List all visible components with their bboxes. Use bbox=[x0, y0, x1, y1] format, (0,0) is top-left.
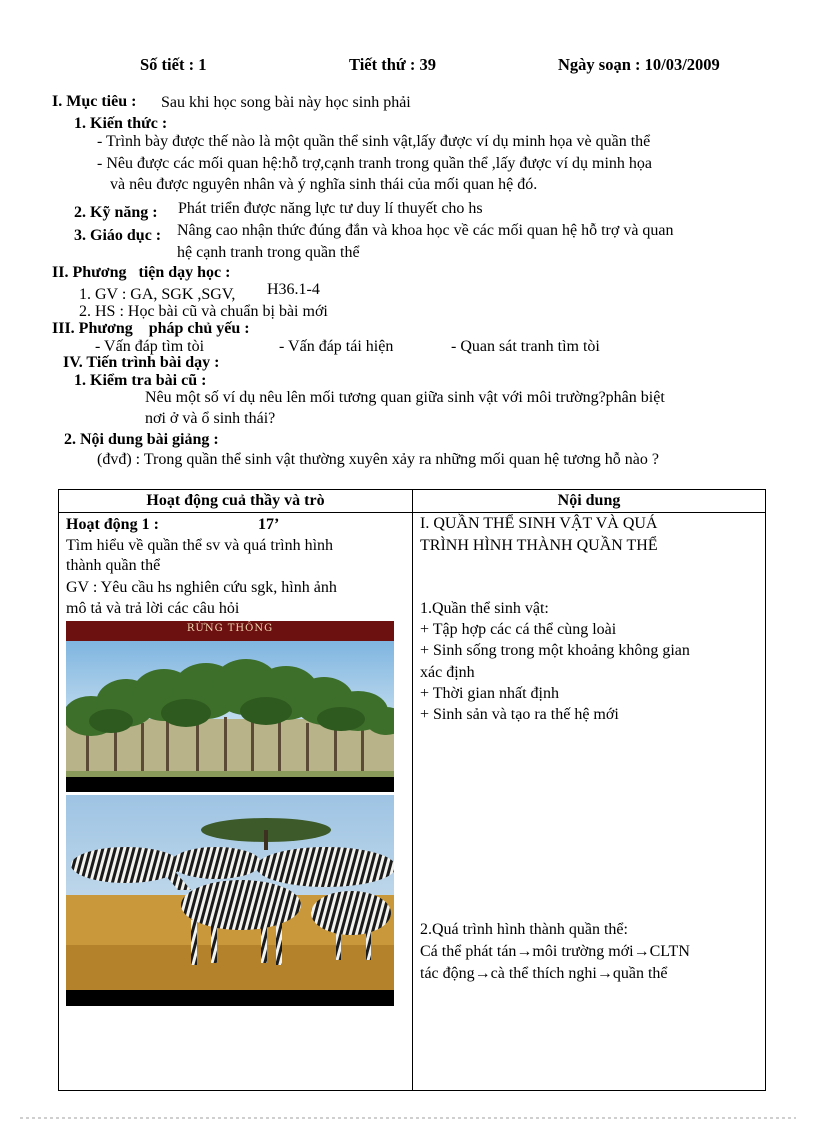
page-bottom-rule bbox=[20, 1117, 796, 1119]
pine-forest-image bbox=[66, 621, 394, 792]
ky-nang-text: Phát triển được năng lực tư duy lí thuyết cho hs bbox=[178, 200, 483, 217]
process-step-4: tác động bbox=[420, 965, 475, 982]
process-line1 bbox=[420, 943, 690, 961]
lesson-table bbox=[58, 489, 766, 1091]
noi-dung-title: 2. Nội dung bài giảng : bbox=[64, 431, 219, 448]
so-tiet: Số tiết : 1 bbox=[140, 55, 207, 74]
hd1-title: Hoạt động 1 : bbox=[66, 516, 159, 533]
hd1-line4: mô tả và trả lời các câu hỏi bbox=[66, 600, 240, 617]
bullet-2-cont: xác định bbox=[420, 664, 475, 681]
hd1-line1: Tìm hiểu về quần thể sv và quá trình hình bbox=[66, 537, 334, 554]
process-line2 bbox=[420, 965, 668, 983]
arrow-icon: → bbox=[596, 965, 613, 982]
subsection-2-title: 2.Quá trình hình thành quần thể: bbox=[420, 921, 628, 938]
phuong-phap-item1: - Vấn đáp tìm tòi bbox=[95, 338, 205, 355]
kiem-tra-title: 1. Kiểm tra bài cũ : bbox=[74, 372, 207, 389]
ky-nang-title: 2. Kỹ năng : bbox=[74, 204, 158, 221]
pine-forest-caption: RỪNG THÔNG bbox=[186, 623, 274, 634]
content-title-line1: I. QUẦN THỂ SINH VẬT VÀ QUÁ bbox=[420, 515, 658, 532]
content-title-line2: TRÌNH HÌNH THÀNH QUẦN THỂ bbox=[420, 537, 658, 554]
kiem-tra-line1: Nêu một số ví dụ nêu lên mối tương quan giữa sinh vật với môi trường?phân biệt bbox=[145, 389, 665, 406]
process-step-3: CLTN bbox=[649, 943, 690, 960]
phuong-tien-title: II. Phương tiện dạy học : bbox=[52, 264, 231, 281]
process-step-5: cà thể thích nghi bbox=[490, 965, 597, 982]
hd1-line2: thành quần thể bbox=[66, 557, 161, 574]
tien-trinh-title: IV. Tiến trình bài dạy : bbox=[63, 354, 220, 371]
process-step-2: môi trường mới bbox=[532, 943, 634, 960]
bullet-3: + Thời gian nhất định bbox=[420, 685, 559, 702]
kien-thuc-line3: và nêu được nguyên nhân và ý nghĩa sinh thái của mối quan hệ đó. bbox=[110, 176, 538, 193]
kien-thuc-line1: - Trình bày được thế nào là một quần thể sinh vật,lấy được ví dụ minh họa vè quần thể bbox=[97, 133, 651, 150]
arrow-icon: → bbox=[516, 943, 533, 960]
arrow-icon: → bbox=[474, 965, 491, 982]
kien-thuc-line2: - Nêu được các mối quan hệ:hỗ trợ,cạnh tranh trong quần thể ,lấy được ví dụ minh họa bbox=[97, 155, 653, 172]
hd1-time: 17’ bbox=[258, 516, 280, 533]
hd1-line3: GV : Yêu cầu hs nghiên cứu sgk, hình ảnh bbox=[66, 579, 337, 596]
bullet-4: + Sinh sản và tạo ra thế hệ mới bbox=[420, 706, 619, 723]
phuong-phap-item3: - Quan sát tranh tìm tòi bbox=[451, 338, 600, 355]
kiem-tra-line2: nơi ở và ổ sinh thái? bbox=[145, 410, 276, 427]
bullet-1: + Tập hợp các cá thể cùng loài bbox=[420, 621, 617, 638]
phuong-tien-hs: 2. HS : Học bài cũ và chuẩn bị bài mới bbox=[79, 303, 328, 320]
muc-tieu-intro: Sau khi học song bài này học sinh phải bbox=[161, 94, 411, 111]
giao-duc-line1: Nâng cao nhận thức đúng đắn và khoa học về các mối quan hệ hỗ trợ và quan bbox=[177, 222, 674, 239]
phuong-phap-item2: - Vấn đáp tái hiện bbox=[279, 338, 394, 355]
muc-tieu-title: I. Mục tiêu : bbox=[52, 93, 137, 110]
kien-thuc-title: 1. Kiến thức : bbox=[74, 115, 168, 132]
column-divider bbox=[412, 490, 413, 1090]
bullet-2: + Sinh sống trong một khoảng không gian bbox=[420, 642, 690, 659]
phuong-tien-gv: 1. GV : GA, SGK ,SGV, bbox=[79, 286, 236, 303]
zebra-herd-image bbox=[66, 795, 394, 1006]
arrow-icon: → bbox=[633, 943, 650, 960]
header-divider bbox=[59, 512, 765, 513]
col2-header: Nội dung bbox=[557, 492, 621, 509]
process-step-6: quần thể bbox=[612, 965, 668, 982]
phuong-phap-title: III. Phương pháp chủ yếu : bbox=[52, 320, 250, 337]
giao-duc-title: 3. Giáo dục : bbox=[74, 227, 162, 244]
process-step-1: Cá thể phát tán bbox=[420, 943, 517, 960]
giao-duc-line2: hệ cạnh tranh trong quần thể bbox=[177, 244, 360, 261]
col1-header: Hoạt động cuả thầy và trò bbox=[146, 492, 325, 509]
tiet-thu: Tiết thứ : 39 bbox=[349, 55, 437, 74]
phuong-tien-gv-extra: H36.1-4 bbox=[267, 281, 320, 298]
ngay-soan: Ngày soạn : 10/03/2009 bbox=[558, 55, 720, 74]
subsection-1-title: 1.Quần thể sinh vật: bbox=[420, 600, 549, 617]
noi-dung-text: (đvđ) : Trong quần thể sinh vật thường xuyên xảy ra những mối quan hệ tương hỗ nào ? bbox=[97, 451, 659, 468]
